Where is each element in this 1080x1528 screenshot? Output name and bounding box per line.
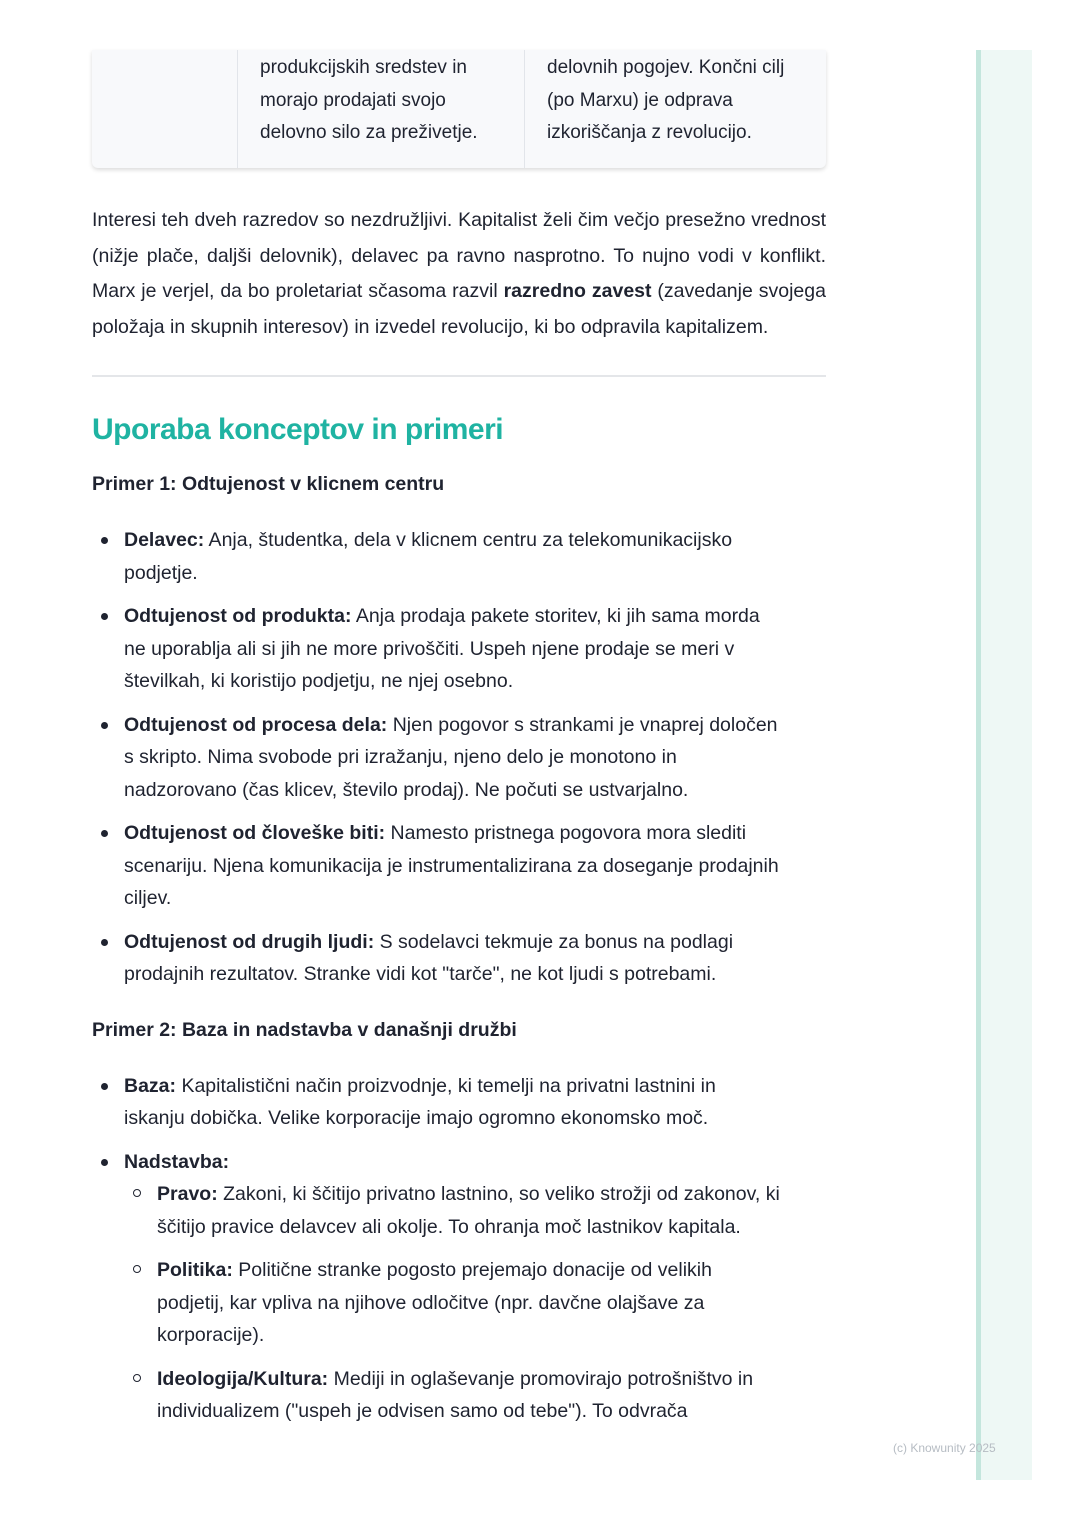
- example-1-title: Primer 1: Odtujenost v klicnem centru: [92, 473, 445, 495]
- document-content: [92, 50, 826, 1428]
- intro-bold-term: razredno zavest: [503, 280, 652, 302]
- example-2-list: [92, 1070, 826, 1428]
- table-line: delovnih pogojev. Končni cilj: [547, 57, 785, 78]
- list-item: Odtujenost od človeške biti: Namesto pristnega pogovora mora slediti scenariju. Njena komunikacija je instrumentalizirana za doseganje prodajnih ciljev.: [92, 817, 826, 915]
- list-item: Nadstavba: Pravo: Zakoni, ki ščitijo privatno lastnino, so veliko strožji od zakonov, ki ščitijo pravice delavcev ali okolje. To ohranja moč lastnikov kapitala. Politika: Politične stranke pogosto prejemajo donacije od velikih podjetij, kar vpliva na njihove odločitve (npr. davčne olajšave za korporacije). Ideologija/Kultura: Mediji in oglaševanje promovirajo potrošništvo in individualizem ("uspeh je odvisen samo od tebe"). To odvrača: [92, 1146, 826, 1428]
- intro-paragraph: [92, 203, 826, 345]
- table-cell-proletariat: [238, 50, 525, 168]
- list-item: Odtujenost od drugih ljudi: S sodelavci tekmuje za bonus na podlagi prodajnih rezultatov. Stranke vidi kot "tarče", ne kot ljudi s potrebami.: [92, 926, 826, 991]
- table-line: (po Marxu) je odprava: [547, 89, 733, 111]
- table-cell-label: [92, 50, 238, 168]
- section-divider: [92, 375, 826, 377]
- intro-text-1: Interesi teh dveh razredov so nezdružljivi. Kapitalist želi čim večjo presežno vrednost (nižje plače, daljši delovnik), delavec pa ravno nasprotno. To nujno vodi v konflikt. Marx je verjel, da bo proletariat sčasoma razvil: [92, 209, 826, 302]
- example-1-list: [92, 524, 826, 991]
- table-line: izkoriščanja z revolucijo.: [547, 122, 752, 143]
- table-line: produkcijskih sredstev in: [260, 57, 467, 78]
- side-panel: [976, 50, 1032, 1480]
- list-item: Odtujenost od produkta: Anja prodaja pakete storitev, ki jih sama morda ne uporablja ali si jih ne more privoščiti. Uspeh njene prodaje se meri v številkah, ki koristijo podjetju, ne njej osebno.: [92, 600, 826, 698]
- list-item: Odtujenost od procesa dela: Njen pogovor s strankami je vnaprej določen s skripto. Nima svobode pri izražanju, njeno delo je monotono in nadzorovano (čas klicev, število prodaj). Ne počuti se ustvarjalno.: [92, 709, 826, 807]
- table-line: delovno silo za preživetje.: [260, 122, 478, 143]
- watermark: (c) Knowunity 2025: [893, 1441, 996, 1455]
- comparison-table-tail: [92, 50, 826, 168]
- sub-list-item: Ideologija/Kultura: Mediji in oglaševanje promovirajo potrošništvo in individualizem ("uspeh je odvisen samo od tebe"). To odvrača: [124, 1363, 826, 1428]
- list-item: Baza: Kapitalistični način proizvodnje, ki temelji na privatni lastnini in iskanju dobička. Velike korporacije imajo ogromno ekonomsko moč.: [92, 1070, 826, 1135]
- sub-list-item: Politika: Politične stranke pogosto prejemajo donacije od velikih podjetij, kar vpliva na njihove odločitve (npr. davčne olajšave za korporacije).: [124, 1254, 826, 1352]
- example-2-title: Primer 2: Baza in nadstavba v današnji družbi: [92, 1018, 517, 1041]
- intro-text-2: (zavedanje svojega položaja in skupnih interesov) in izvedel revolucijo, ki bo odpravila kapitalizem.: [92, 280, 826, 338]
- list-item: Delavec: Anja, študentka, dela v klicnem centru za telekomunikacijsko podjetje.: [92, 524, 826, 589]
- table-cell-goal: [525, 50, 826, 168]
- sub-list-item: Pravo: Zakoni, ki ščitijo privatno lastnino, so veliko strožji od zakonov, ki ščitijo pravice delavcev ali okolje. To ohranja moč lastnikov kapitala.: [124, 1178, 826, 1243]
- table-line: morajo prodajati svojo: [260, 89, 446, 111]
- superstructure-list: [124, 1178, 826, 1428]
- section-heading: Uporaba konceptov in primeri: [92, 413, 504, 446]
